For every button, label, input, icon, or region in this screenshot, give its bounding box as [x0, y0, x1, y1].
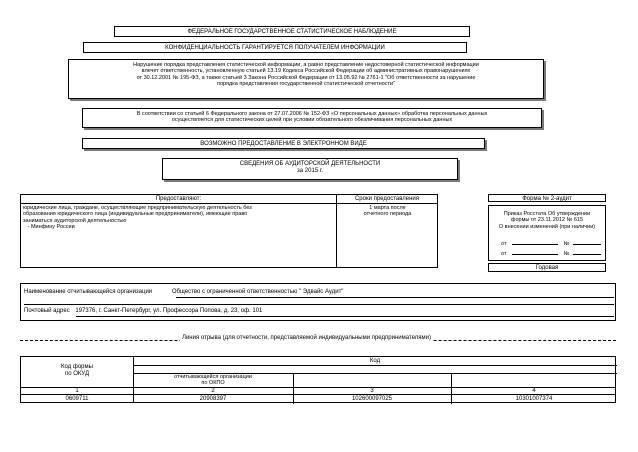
form-number-box: [488, 194, 606, 202]
org-address-row: [24, 308, 614, 315]
electronic-submission-text: ВОЗМОЖНО ПРЕДОСТАВЛЕНИЕ В ЭЛЕКТРОННОМ ВИДЕ: [200, 140, 367, 147]
okpo-code: 20908397: [199, 395, 227, 402]
submitters-line: заниматься аудиторской деятельностью: [23, 217, 127, 224]
violation-notice-line: порядка представления государственной статистической отчетности": [217, 80, 395, 87]
okpo-header: отчитывающейся организации по ОКПО: [174, 373, 252, 386]
violation-notice-line: Нарушение порядка представления статистической информации, а равно представление недостоверной статистической информации: [133, 62, 479, 68]
code-col-4: 10301007374: [515, 395, 553, 402]
periodicity: Годовая: [535, 265, 559, 271]
order-date-row-1: от №: [501, 241, 601, 247]
submitters-line: - Минфину России: [23, 223, 75, 230]
col-number-4: 4: [532, 387, 536, 394]
code-table: [20, 356, 616, 403]
deadlines-header: Сроки предоставления: [354, 195, 420, 202]
violation-notice-line: от 30.12.2001 № 195-ФЗ, а также статьей 3 Закона Российской Федерации от 13.05.92 № 2761-1 "Об ответственности за нарушение: [136, 74, 476, 81]
order-line: формы от 23.11.2012 № 615: [510, 217, 584, 224]
col-number-1: 1: [75, 387, 79, 394]
org-name-label: Наименование отчитывающейся организации: [24, 289, 153, 295]
confidentiality-text: КОНФИДЕНЦИАЛЬНОСТЬ ГАРАНТИРУЕТСЯ ПОЛУЧАТЕЛЕМ ИНФОРМАЦИИ: [165, 44, 385, 51]
org-name-value: Общество с ограниченной ответственностью " Эдвайс Аудит": [171, 289, 344, 295]
order-date-row-2: от №: [501, 251, 601, 257]
violation-notice-box: [68, 59, 544, 99]
violation-notice-line: влечет ответственность, установленную статьей 13.19 Кодекса Российской Федерации об административных правонарушениях: [141, 68, 471, 75]
submitters-line: юридические лица, граждане, осуществляющие предпринимательскую деятельность без: [23, 205, 252, 211]
submitters-header: Предоставляют:: [155, 195, 202, 202]
form-title-box: [114, 26, 470, 37]
order-text: [489, 211, 605, 230]
org-name-row: [24, 289, 614, 296]
report-title: СВЕДЕНИЯ ОБ АУДИТОРСКОЙ ДЕЯТЕЛЬНОСТИ: [239, 161, 381, 167]
confidentiality-box: [83, 42, 467, 53]
deadlines-text: 1 марта после отчетного периода: [363, 205, 412, 218]
personal-data-notice-line: осуществляется для статистических целей при условии обязательного обезличивания персональных данных: [171, 117, 453, 124]
submitters-line: образования юридического лица (индивидуальные предприниматели), имеющие право: [23, 211, 248, 218]
periodicity-box: [488, 263, 606, 272]
code-col-3: 102600097025: [351, 395, 393, 402]
report-title-box: [162, 158, 458, 180]
electronic-submission-box: [82, 138, 485, 149]
personal-data-notice-line: В соответствии со статьей 6 Федерального закона от 27.07.2006 № 152-ФЗ «О персональных данных» обработка персональных данных: [136, 111, 488, 117]
org-address-label: Почтовый адрес: [24, 308, 70, 314]
okud-header: Код формы по ОКУД: [61, 364, 93, 377]
order-box: [488, 205, 606, 261]
org-address-value: 197376, г. Санкт-Петербург, ул. Профессора Попова, д. 23, оф. 101: [75, 308, 263, 314]
cut-line-label: Линия отрыва (для отчетности, представляемой индивидуальными предпринимателями): [182, 335, 431, 341]
submission-table: [20, 194, 438, 268]
form-title: ФЕДЕРАЛЬНОЕ ГОСУДАРСТВЕННОЕ СТАТИСТИЧЕСКОЕ НАБЛЮДЕНИЕ: [187, 28, 397, 35]
submitters-list: [23, 205, 334, 230]
col-number-3: 3: [370, 387, 374, 394]
form-number: Форма № 2-аудит: [522, 195, 572, 202]
col-number-2: 2: [211, 387, 215, 394]
order-line: Приказ Росстата Об утверждении: [503, 211, 591, 217]
organization-block: [20, 283, 616, 321]
okud-code: 0609711: [65, 395, 89, 402]
personal-data-notice-box: [82, 108, 542, 128]
report-period: за 2015 г.: [297, 167, 323, 174]
code-header: Код: [369, 358, 381, 364]
order-line: О внесении изменений (при наличии): [498, 223, 596, 230]
